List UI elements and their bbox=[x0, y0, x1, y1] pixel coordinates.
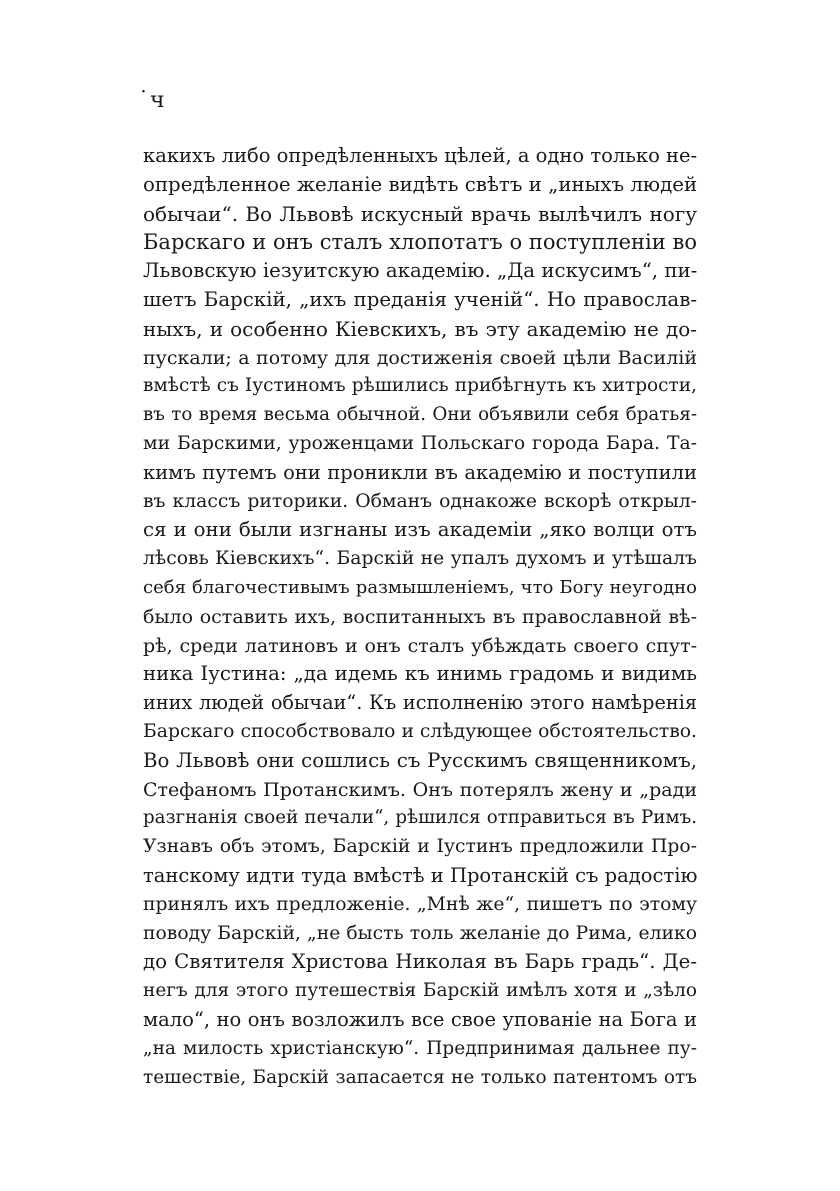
text-line: принялъ ихъ предложеніе. „Мнѣ же“, пишетъ по этому bbox=[143, 893, 697, 915]
text-line: ми Барскими, уроженцами Польскаго города Бара. Та- bbox=[143, 432, 697, 454]
text-line: вмѣстѣ съ Іустиномъ рѣшились прибѣгнуть къ хитрости, bbox=[143, 375, 697, 397]
text-line: опредѣленное желаніе видѣть свѣтъ и „иныхъ людей bbox=[143, 172, 698, 196]
text-line: себя благочестивымъ размышленіемъ, что Богу неугодно bbox=[143, 576, 697, 598]
text-line: Во Львовѣ они сошлись съ Русскимъ священникомъ, bbox=[143, 748, 697, 772]
text-line: до Святителя Христова Николая въ Барь градь“. Де- bbox=[143, 950, 697, 974]
text-line: ника Іустина: „да идемь къ инимь градомь и видимь bbox=[143, 662, 697, 686]
text-line: танскому идти туда вмѣстѣ и Протанскій съ радостію bbox=[143, 863, 698, 887]
text-line: лѣсовь Кіевскихъ“. Барскій не упалъ духомъ и утѣшалъ bbox=[143, 548, 697, 570]
text-line: шетъ Барскій, „ихъ преданія ученій“. Но православ- bbox=[143, 287, 697, 311]
text-line: въ то время весьма обычной. Они объявили себя братья- bbox=[143, 404, 697, 426]
text-line: было оставить ихъ, воспитанныхъ въ православной вѣ- bbox=[143, 605, 697, 628]
text-line: обычаи“. Во Львовѣ искусный врачь вылѣчилъ ногу bbox=[143, 201, 697, 226]
text-line: мало“, но онъ возложилъ все свое упованіе на Бога и bbox=[143, 1007, 697, 1031]
text-line: какихъ либо опредѣленныхъ цѣлей, а одно только не- bbox=[143, 144, 698, 167]
body-text bbox=[143, 142, 697, 1092]
text-line: тешествіе, Барскій запасается не только патентомъ отъ bbox=[143, 1066, 697, 1088]
text-line: пускали; а потому для достиженія своей цѣли Василій bbox=[143, 346, 697, 369]
text-line: Стефаномъ Протанскимъ. Онъ потерялъ жену и „ради bbox=[143, 778, 697, 801]
text-line: разгнанія своей печали“, рѣшился отправиться въ Римъ. bbox=[143, 807, 697, 829]
text-line: „на милость христіанскую“. Предпринимая дальнее пу- bbox=[143, 1037, 697, 1059]
text-line: поводу Барскій, „не бысть толь желаніе до Рима, елико bbox=[143, 922, 697, 944]
text-line: рѣ, среди латиновъ и онъ сталъ убѣждать своего спут- bbox=[143, 634, 697, 657]
text-line: кимъ путемъ они проникли въ академію и поступили bbox=[143, 460, 697, 484]
text-line: негъ для этого путешествія Барскій имѣлъ хотя и „зѣло bbox=[143, 980, 697, 1002]
text-line: иних людей обычаи“. Къ исполненію этого намѣренія bbox=[143, 691, 697, 715]
text-line: ныхъ, и особенно Кіевскихъ, въ эту академію не до- bbox=[143, 316, 697, 341]
text-line: Барскаго и онъ сталъ хлопотатъ о поступленіи во bbox=[143, 230, 697, 255]
text-line: Узнавъ объ этомъ, Барскій и Іустинъ предложили Про- bbox=[143, 836, 697, 858]
text-line: Барскаго способствовало и слѣдующее обстоятельство. bbox=[143, 720, 697, 742]
text-line: Львовскую іезуитскую академію. „Да искусимъ“, пи- bbox=[143, 259, 698, 283]
text-line: въ классъ риторики. Обманъ однакоже вскорѣ открыл- bbox=[143, 490, 697, 512]
page-number: ˙ч bbox=[138, 88, 166, 113]
text-line: ся и они были изгнаны изъ академіи „яко волци отъ bbox=[143, 518, 697, 542]
